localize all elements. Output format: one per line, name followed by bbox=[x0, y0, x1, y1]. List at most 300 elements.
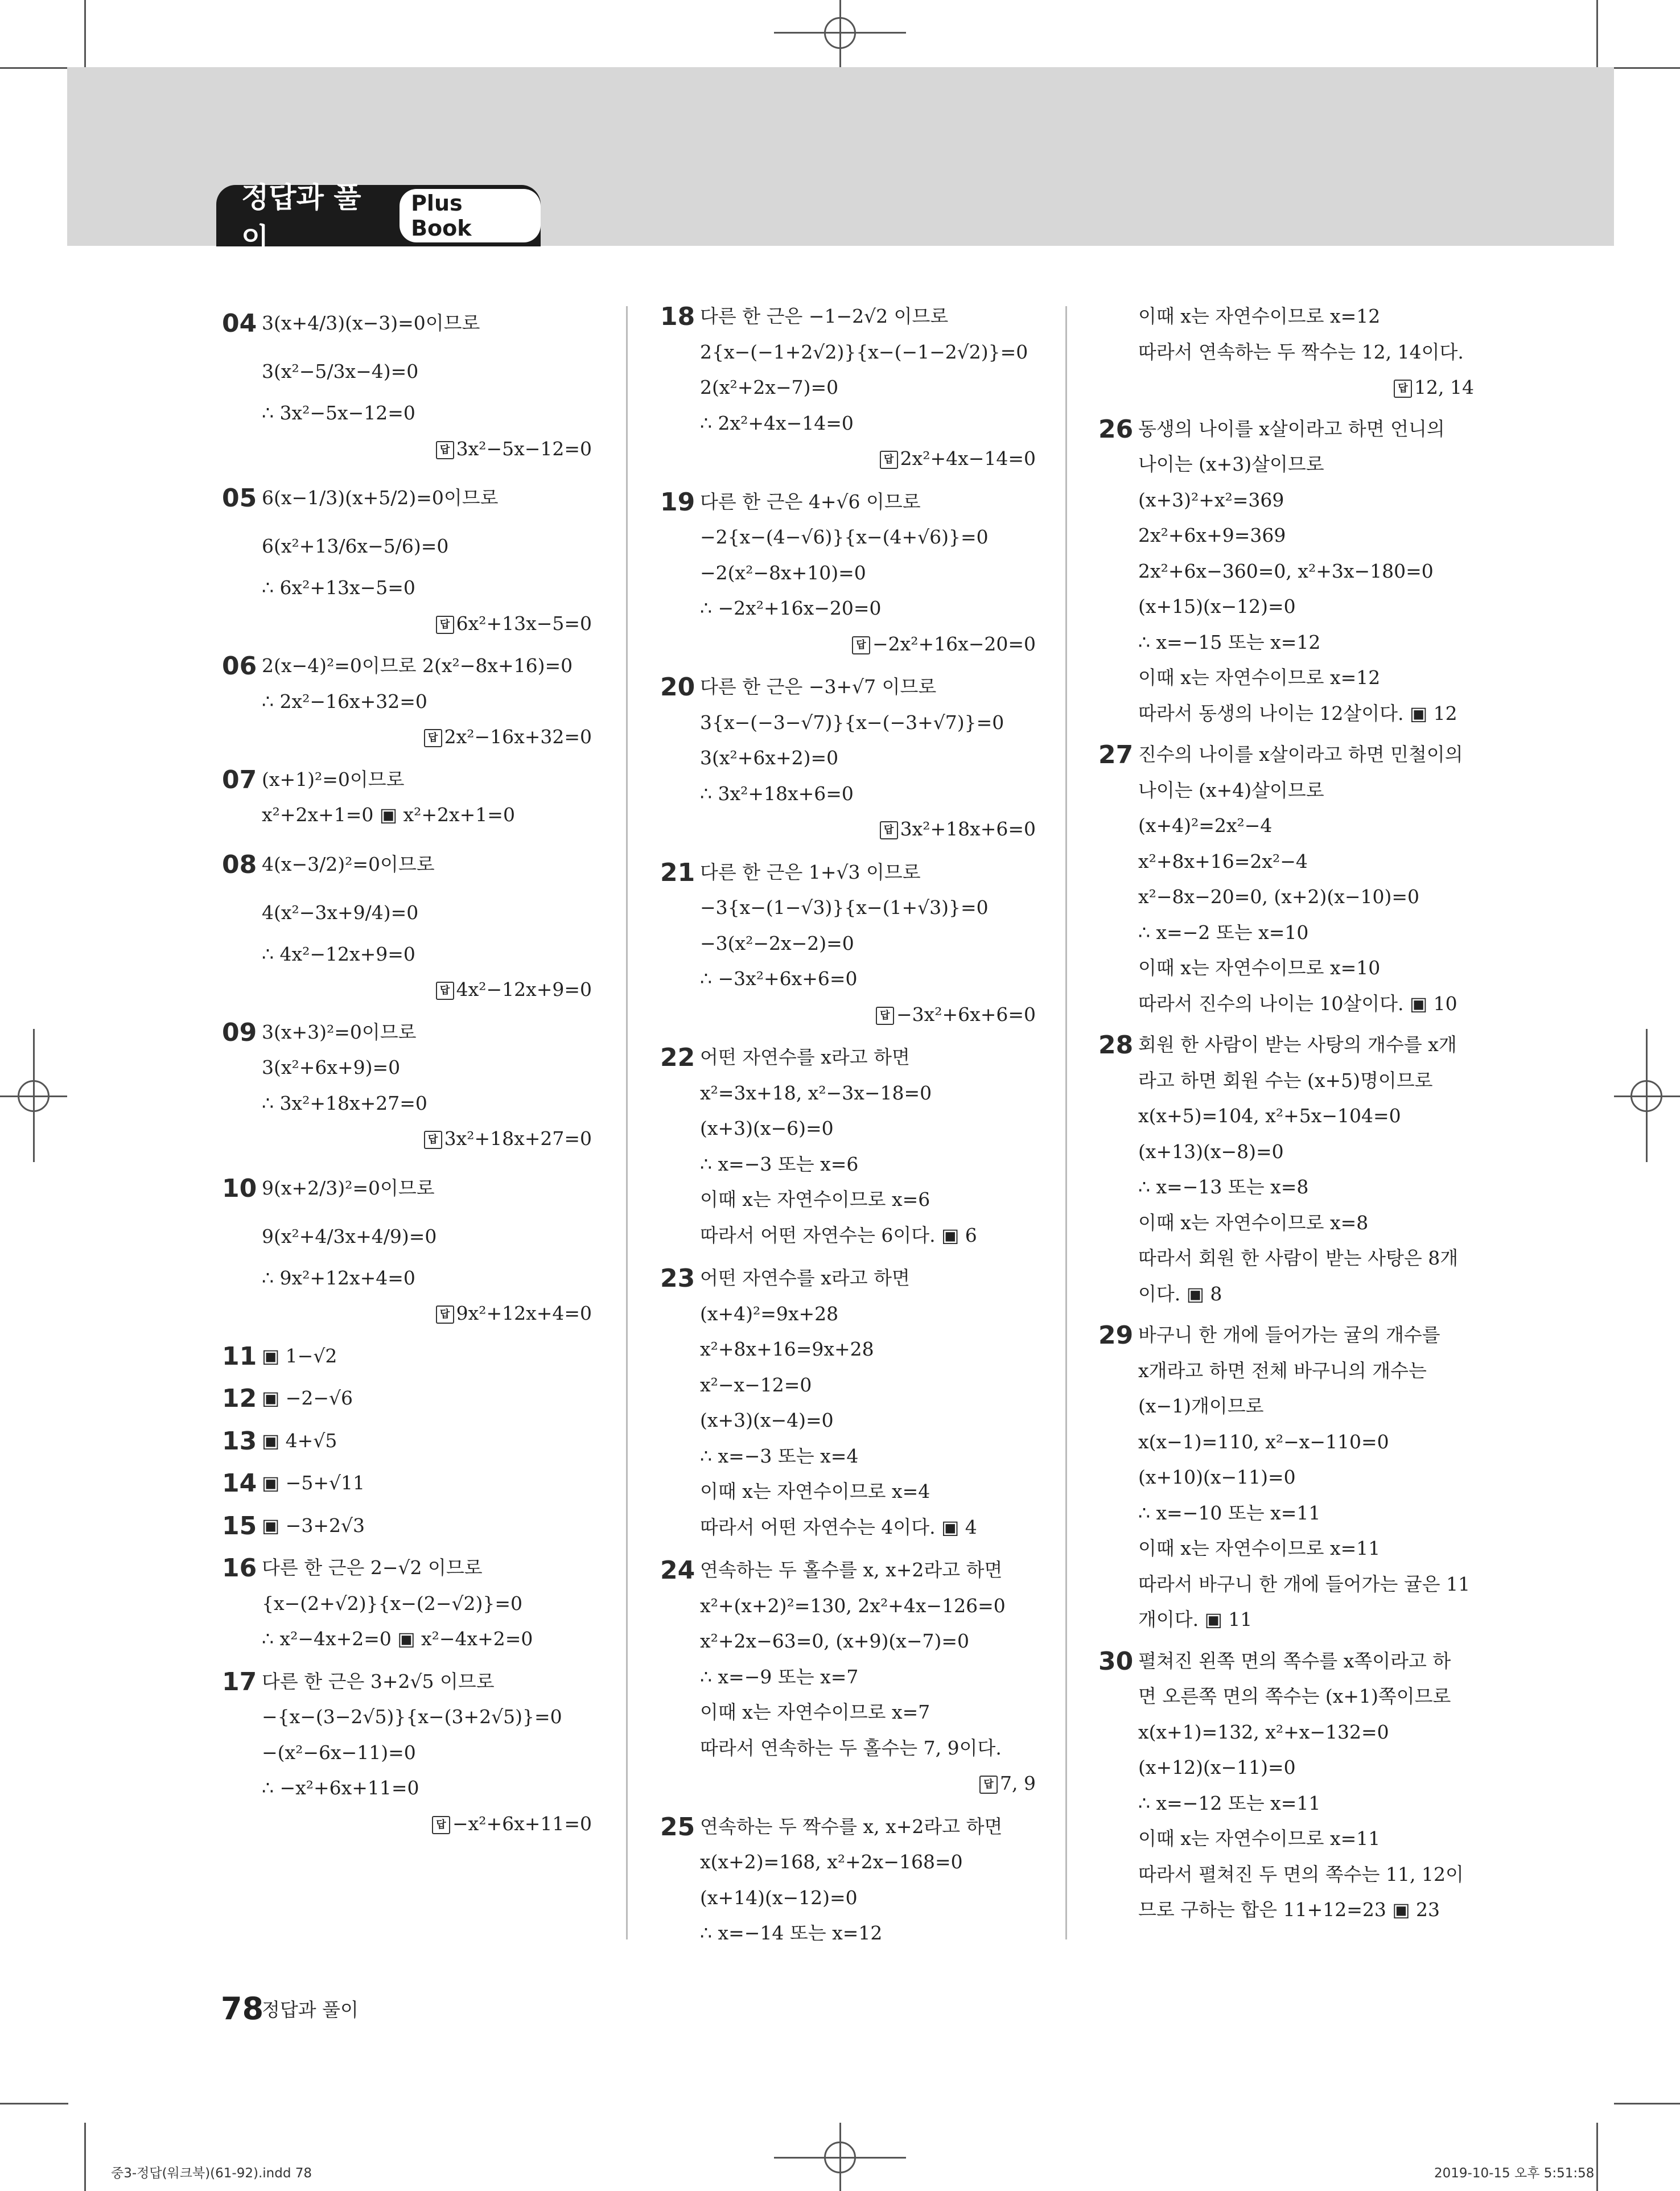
solution-line bbox=[700, 1182, 1036, 1218]
line-text: −2x²+16x−20=0 bbox=[872, 632, 1036, 655]
solution-line bbox=[1138, 1389, 1474, 1424]
problem-block bbox=[222, 1339, 592, 1374]
line-text: (x+13)(x−8)=0 bbox=[1138, 1140, 1284, 1163]
solution-line bbox=[1138, 1567, 1474, 1603]
solution-line bbox=[700, 705, 1036, 741]
line-text: 따라서 동생의 나이는 12살이다. ▣ 12 bbox=[1138, 702, 1457, 724]
line-text: x개라고 하면 전체 바구니의 개수는 bbox=[1138, 1359, 1427, 1382]
problem-block bbox=[222, 1508, 592, 1544]
problem-block bbox=[222, 762, 592, 833]
solution-line bbox=[1138, 1602, 1474, 1638]
problem-block bbox=[1098, 1317, 1474, 1638]
answer-line bbox=[262, 1806, 592, 1842]
solution-line bbox=[1138, 1857, 1474, 1893]
solution-line bbox=[262, 888, 592, 937]
solution-line bbox=[1138, 589, 1474, 625]
line-text: 다른 한 근은 2−√2 이므로 bbox=[262, 1556, 483, 1579]
line-text: 펼쳐진 왼쪽 면의 쪽수를 x쪽이라고 하 bbox=[1138, 1649, 1451, 1672]
solution-line bbox=[262, 840, 592, 888]
line-text: x(x−1)=110, x²−x−110=0 bbox=[1138, 1430, 1389, 1453]
line-text: ∴ 3x²−5x−12=0 bbox=[262, 402, 415, 424]
crop-mark bbox=[1596, 2123, 1598, 2191]
line-text: x²+(x+2)²=130, 2x²+4x−126=0 bbox=[700, 1594, 1006, 1617]
crop-mark-circle bbox=[824, 17, 856, 49]
solution-line bbox=[700, 1552, 1036, 1588]
line-text: x²+8x+16=2x²−4 bbox=[1138, 850, 1308, 872]
line-text: 개이다. ▣ 11 bbox=[1138, 1608, 1253, 1630]
line-text: 다른 한 근은 1+√3 이므로 bbox=[700, 860, 921, 883]
line-text: 6(x−1/3)(x+5/2)=0이므로 bbox=[262, 487, 499, 509]
line-text: ∴ x=−13 또는 x=8 bbox=[1138, 1176, 1309, 1198]
line-text: 이때 x는 자연수이므로 x=12 bbox=[1138, 305, 1381, 327]
line-text: 다른 한 근은 −3+√7 이므로 bbox=[700, 676, 937, 698]
solution-line bbox=[1138, 1644, 1474, 1679]
line-text: 2(x−4)²=0이므로 2(x²−8x+16)=0 bbox=[262, 654, 573, 677]
line-text: 라고 하면 회원 수는 (x+5)명이므로 bbox=[1138, 1069, 1433, 1092]
line-text: −(x²−6x−11)=0 bbox=[262, 1741, 416, 1764]
solution-line bbox=[262, 1735, 592, 1771]
problem-number: 09 bbox=[222, 1018, 257, 1047]
line-text: (x+15)(x−12)=0 bbox=[1138, 595, 1296, 617]
line-text: ∴ 3x²+18x+27=0 bbox=[262, 1092, 427, 1114]
answer-mark-icon: 답 bbox=[852, 636, 870, 654]
line-text: 따라서 어떤 자연수는 6이다. ▣ 6 bbox=[700, 1224, 977, 1246]
line-text: ▣ −5+√11 bbox=[262, 1472, 365, 1494]
line-text: (x+3)(x−4)=0 bbox=[700, 1409, 834, 1431]
solution-line bbox=[1138, 950, 1474, 986]
problem-block bbox=[660, 1809, 1036, 1951]
solution-line bbox=[262, 1212, 592, 1261]
problem-block bbox=[222, 1423, 592, 1459]
line-text: ∴ −3x²+6x+6=0 bbox=[700, 967, 858, 990]
problem-block bbox=[222, 840, 592, 1008]
line-text: 따라서 펼쳐진 두 면의 쪽수는 11, 12이 bbox=[1138, 1863, 1464, 1885]
answer-mark-icon: 답 bbox=[436, 441, 454, 459]
problem-number: 30 bbox=[1098, 1646, 1134, 1676]
problem-block bbox=[222, 1465, 592, 1501]
answer-line bbox=[700, 627, 1036, 662]
line-text: 이때 x는 자연수이므로 x=10 bbox=[1138, 957, 1381, 979]
line-text: 이때 x는 자연수이므로 x=12 bbox=[1138, 666, 1381, 689]
solution-line bbox=[262, 1508, 592, 1544]
line-text: 2x²+4x−14=0 bbox=[900, 447, 1036, 470]
line-text: 9x²+12x+4=0 bbox=[456, 1302, 592, 1324]
solution-line bbox=[1138, 1679, 1474, 1715]
solution-line bbox=[262, 1699, 592, 1735]
answer-line bbox=[262, 719, 592, 755]
solution-line bbox=[1138, 518, 1474, 554]
line-text: 바구니 한 개에 들어가는 귤의 개수를 bbox=[1138, 1324, 1440, 1346]
problem-block bbox=[222, 1015, 592, 1157]
line-text: 2{x−(−1+2√2)}{x−(−1−2√2)}=0 bbox=[700, 340, 1028, 363]
solution-line bbox=[1138, 773, 1474, 809]
solution-line bbox=[262, 1261, 592, 1296]
line-text: 3x²+18x+6=0 bbox=[900, 818, 1036, 840]
solution-line bbox=[262, 522, 592, 570]
solution-line bbox=[1138, 1063, 1474, 1099]
problem-number: 24 bbox=[660, 1556, 695, 1585]
solution-line bbox=[262, 1050, 592, 1086]
line-text: 2(x²+2x−7)=0 bbox=[700, 376, 839, 398]
problem-block bbox=[222, 1550, 592, 1657]
solution-line bbox=[262, 1621, 592, 1657]
answer-line bbox=[700, 812, 1036, 847]
solution-line bbox=[1138, 1317, 1474, 1353]
solution-line bbox=[700, 1809, 1036, 1845]
line-text: ∴ x=−14 또는 x=12 bbox=[700, 1922, 883, 1944]
solution-line bbox=[262, 684, 592, 720]
problem-block bbox=[1098, 299, 1474, 406]
line-text: 동생의 나이를 x살이라고 하면 언니의 bbox=[1138, 417, 1445, 440]
answer-line bbox=[1138, 370, 1474, 406]
solution-line bbox=[1138, 1353, 1474, 1389]
solution-line bbox=[700, 926, 1036, 962]
line-text: ∴ −x²+6x+11=0 bbox=[262, 1777, 419, 1799]
solution-line bbox=[1138, 879, 1474, 915]
problem-number: 13 bbox=[222, 1426, 257, 1456]
line-text: 3{x−(−3−√7)}{x−(−3+√7)}=0 bbox=[700, 711, 1004, 734]
solution-line bbox=[1138, 1750, 1474, 1786]
solution-line bbox=[262, 570, 592, 606]
solution-line bbox=[262, 648, 592, 684]
problem-number: 22 bbox=[660, 1043, 695, 1072]
solution-line bbox=[700, 1439, 1036, 1475]
solution-line bbox=[700, 776, 1036, 812]
solution-line bbox=[1138, 1821, 1474, 1857]
solution-line bbox=[1138, 844, 1474, 880]
solution-line bbox=[1138, 335, 1474, 370]
problem-block bbox=[1098, 411, 1474, 732]
solution-line bbox=[1138, 447, 1474, 483]
solution-line bbox=[700, 1588, 1036, 1624]
problem-number: 15 bbox=[222, 1511, 257, 1541]
line-text: 이때 x는 자연수이므로 x=8 bbox=[1138, 1211, 1369, 1234]
problem-number: 04 bbox=[222, 309, 257, 338]
solution-line bbox=[262, 473, 592, 522]
solution-line bbox=[1138, 1169, 1474, 1205]
line-text: (x+1)²=0이므로 bbox=[262, 768, 405, 790]
problem-number: 26 bbox=[1098, 414, 1134, 444]
line-text: 나이는 (x+3)살이므로 bbox=[1138, 453, 1324, 475]
line-text: 회원 한 사람이 받는 사탕의 개수를 x개 bbox=[1138, 1033, 1457, 1056]
crop-mark bbox=[84, 0, 86, 68]
line-text: −2{x−(4−√6)}{x−(4+√6)}=0 bbox=[700, 526, 989, 548]
problem-block bbox=[660, 1552, 1036, 1802]
line-text: 므로 구하는 합은 11+12=23 ▣ 23 bbox=[1138, 1898, 1440, 1921]
line-text: x²−x−12=0 bbox=[700, 1373, 812, 1396]
line-text: 7, 9 bbox=[1000, 1772, 1036, 1794]
line-text: 3x²−5x−12=0 bbox=[456, 437, 592, 460]
line-text: 따라서 연속하는 두 짝수는 12, 14이다. bbox=[1138, 340, 1464, 363]
line-text: 3x²+18x+27=0 bbox=[444, 1127, 592, 1150]
answer-mark-icon: 답 bbox=[424, 1131, 442, 1149]
line-text: 3(x+3)²=0이므로 bbox=[262, 1020, 417, 1043]
solution-line bbox=[1138, 1241, 1474, 1276]
solution-line bbox=[262, 1381, 592, 1416]
solution-line bbox=[700, 1880, 1036, 1916]
answer-line bbox=[700, 997, 1036, 1033]
line-text: x²+2x−63=0, (x+9)(x−7)=0 bbox=[700, 1630, 970, 1652]
crop-mark-circle bbox=[18, 1080, 50, 1112]
line-text: −{x−(3−2√5)}{x−(3+2√5)}=0 bbox=[262, 1706, 562, 1728]
solution-line bbox=[262, 797, 592, 833]
line-text: x²=3x+18, x²−3x−18=0 bbox=[700, 1081, 932, 1104]
solution-line bbox=[700, 740, 1036, 776]
answer-mark-icon: 답 bbox=[979, 1776, 998, 1794]
problem-block bbox=[222, 1164, 592, 1332]
problem-number: 08 bbox=[222, 850, 257, 879]
line-text: x²−8x−20=0, (x+2)(x−10)=0 bbox=[1138, 886, 1420, 908]
line-text: ∴ 6x²+13x−5=0 bbox=[262, 576, 415, 599]
line-text: 따라서 연속하는 두 홀수는 7, 9이다. bbox=[700, 1736, 1002, 1759]
line-text: 따라서 어떤 자연수는 4이다. ▣ 4 bbox=[700, 1515, 977, 1538]
solution-line bbox=[262, 1423, 592, 1459]
solution-line bbox=[1138, 1786, 1474, 1822]
line-text: −3{x−(1−√3)}{x−(1+√3)}=0 bbox=[700, 896, 989, 919]
solution-line bbox=[700, 370, 1036, 406]
problem-number: 06 bbox=[222, 652, 257, 681]
solution-line bbox=[262, 1015, 592, 1051]
solution-line bbox=[1138, 915, 1474, 951]
solution-line bbox=[700, 1040, 1036, 1076]
line-text: 3(x²+6x+9)=0 bbox=[262, 1056, 401, 1078]
line-text: 따라서 진수의 나이는 10살이다. ▣ 10 bbox=[1138, 992, 1457, 1015]
solution-line bbox=[700, 1403, 1036, 1439]
line-text: −3(x²−2x−2)=0 bbox=[700, 932, 854, 954]
problem-number: 25 bbox=[660, 1812, 695, 1842]
line-text: ∴ x=−2 또는 x=10 bbox=[1138, 921, 1309, 944]
header-tab bbox=[216, 181, 541, 255]
line-text: 따라서 바구니 한 개에 들어가는 귤은 11 bbox=[1138, 1572, 1471, 1595]
problem-number: 20 bbox=[660, 673, 695, 702]
line-text: 이때 x는 자연수이므로 x=7 bbox=[700, 1701, 930, 1723]
line-text: ∴ x=−9 또는 x=7 bbox=[700, 1665, 859, 1688]
solution-line bbox=[700, 1844, 1036, 1880]
line-text: (x+12)(x−11)=0 bbox=[1138, 1756, 1296, 1778]
answer-line bbox=[262, 972, 592, 1008]
answer-mark-icon: 답 bbox=[876, 1007, 894, 1025]
problem-block bbox=[660, 855, 1036, 1033]
problem-block bbox=[1098, 1027, 1474, 1312]
answer-mark-icon: 답 bbox=[1394, 380, 1412, 398]
solution-line bbox=[262, 1770, 592, 1806]
solution-line bbox=[1138, 737, 1474, 773]
line-text: x(x+2)=168, x²+2x−168=0 bbox=[700, 1851, 963, 1873]
solution-line bbox=[1138, 1205, 1474, 1241]
line-text: 4(x−3/2)²=0이므로 bbox=[262, 852, 435, 875]
solution-line bbox=[1138, 808, 1474, 844]
solution-line bbox=[700, 335, 1036, 370]
problem-number: 12 bbox=[222, 1384, 257, 1413]
solution-line bbox=[1138, 1715, 1474, 1751]
problem-number: 18 bbox=[660, 302, 695, 331]
solution-line bbox=[1138, 1424, 1474, 1460]
line-text: 이때 x는 자연수이므로 x=11 bbox=[1138, 1537, 1381, 1559]
page-number: 78 bbox=[221, 1991, 264, 2027]
line-text: 12, 14 bbox=[1414, 376, 1474, 398]
line-text: 2x²+6x−360=0, x²+3x−180=0 bbox=[1138, 559, 1434, 582]
problem-block bbox=[222, 648, 592, 755]
crop-mark bbox=[0, 2103, 68, 2104]
line-text: 이때 x는 자연수이므로 x=4 bbox=[700, 1480, 930, 1502]
line-text: ∴ 9x²+12x+4=0 bbox=[262, 1266, 415, 1289]
line-text: 다른 한 근은 −1−2√2 이므로 bbox=[700, 305, 949, 327]
problem-number: 16 bbox=[222, 1554, 257, 1583]
answer-column-3 bbox=[1098, 299, 1474, 1934]
solution-line bbox=[700, 591, 1036, 627]
column-divider bbox=[626, 306, 628, 1939]
problem-block bbox=[1098, 737, 1474, 1022]
problem-number: 17 bbox=[222, 1667, 257, 1696]
problem-number: 29 bbox=[1098, 1321, 1134, 1350]
solution-line bbox=[262, 762, 592, 798]
line-text: 다른 한 근은 3+2√5 이므로 bbox=[262, 1670, 495, 1692]
line-text: 4(x²−3x+9/4)=0 bbox=[262, 901, 419, 924]
solution-line bbox=[700, 961, 1036, 997]
line-text: 6(x²+13/6x−5/6)=0 bbox=[262, 535, 449, 557]
solution-line bbox=[1138, 1276, 1474, 1312]
solution-line bbox=[700, 1695, 1036, 1731]
answer-mark-icon: 답 bbox=[424, 729, 442, 747]
solution-line bbox=[700, 890, 1036, 926]
line-text: 이다. ▣ 8 bbox=[1138, 1282, 1222, 1305]
solution-line bbox=[700, 1659, 1036, 1695]
solution-line bbox=[262, 1586, 592, 1622]
problem-block bbox=[222, 473, 592, 641]
problem-block bbox=[222, 1381, 592, 1416]
solution-line bbox=[1138, 1098, 1474, 1134]
solution-line bbox=[700, 520, 1036, 555]
solution-line bbox=[700, 1731, 1036, 1766]
problem-number: 23 bbox=[660, 1264, 695, 1293]
answer-mark-icon: 답 bbox=[432, 1816, 450, 1834]
solution-line bbox=[1138, 696, 1474, 732]
header-title: 정답과 풀이 bbox=[241, 181, 361, 255]
solution-line bbox=[262, 299, 592, 347]
print-slug-date: 2019-10-15 오후 5:51:58 bbox=[1434, 2166, 1595, 2181]
solution-line bbox=[262, 1550, 592, 1586]
line-text: −x²+6x+11=0 bbox=[452, 1812, 592, 1835]
solution-line bbox=[1138, 1892, 1474, 1928]
line-text: ∴ x=−15 또는 x=12 bbox=[1138, 631, 1321, 653]
line-text: 3(x²−5/3x−4)=0 bbox=[262, 360, 419, 382]
line-text: −2(x²−8x+10)=0 bbox=[700, 561, 866, 584]
line-text: (x+3)(x−6)=0 bbox=[700, 1117, 834, 1139]
answer-line bbox=[262, 431, 592, 467]
solution-line bbox=[700, 1474, 1036, 1510]
problem-number: 07 bbox=[222, 765, 257, 794]
solution-line bbox=[700, 1111, 1036, 1147]
line-text: ∴ 2x²+4x−14=0 bbox=[700, 411, 854, 434]
problem-number: 28 bbox=[1098, 1031, 1134, 1060]
line-text: ∴ x=−3 또는 x=6 bbox=[700, 1152, 859, 1175]
line-text: ▣ −3+2√3 bbox=[262, 1514, 365, 1537]
line-text: ∴ −2x²+16x−20=0 bbox=[700, 597, 882, 619]
line-text: {x−(2+√2)}{x−(2−√2)}=0 bbox=[262, 1592, 522, 1615]
line-text: 이때 x는 자연수이므로 x=6 bbox=[700, 1188, 930, 1210]
line-text: −3x²+6x+6=0 bbox=[896, 1003, 1036, 1026]
crop-mark-circle bbox=[1630, 1080, 1662, 1112]
line-text: ▣ −2−√6 bbox=[262, 1387, 353, 1409]
solution-line bbox=[700, 555, 1036, 591]
solution-line bbox=[700, 1624, 1036, 1659]
line-text: 4x²−12x+9=0 bbox=[456, 978, 592, 1000]
line-text: 3(x+4/3)(x−3)=0이므로 bbox=[262, 312, 480, 334]
crop-mark-circle bbox=[824, 2141, 856, 2173]
line-text: (x−1)개이므로 bbox=[1138, 1395, 1264, 1417]
footer-label: 정답과 풀이 bbox=[262, 1999, 359, 2021]
crop-mark bbox=[1596, 0, 1598, 68]
line-text: ∴ x=−12 또는 x=11 bbox=[1138, 1791, 1321, 1814]
problem-block bbox=[1098, 1644, 1474, 1928]
problem-number: 21 bbox=[660, 858, 695, 887]
line-text: 진수의 나이를 x살이라고 하면 민철이의 bbox=[1138, 743, 1463, 765]
line-text: 9(x²+4/3x+4/9)=0 bbox=[262, 1225, 437, 1247]
solution-line bbox=[700, 1076, 1036, 1111]
solution-line bbox=[1138, 554, 1474, 590]
answer-mark-icon: 답 bbox=[436, 1305, 454, 1324]
solution-line bbox=[700, 299, 1036, 335]
line-text: 어떤 자연수를 x라고 하면 bbox=[700, 1046, 910, 1068]
line-text: ∴ x=−3 또는 x=4 bbox=[700, 1444, 859, 1467]
answer-line bbox=[700, 441, 1036, 477]
problem-block bbox=[222, 1664, 592, 1842]
print-slug-file: 중3-정답(워크북)(61-92).indd 78 bbox=[111, 2166, 312, 2181]
line-text: 다른 한 근은 4+√6 이므로 bbox=[700, 490, 921, 513]
solution-line bbox=[700, 1296, 1036, 1332]
line-text: 이때 x는 자연수이므로 x=11 bbox=[1138, 1827, 1381, 1850]
line-text: 2x²+6x+9=369 bbox=[1138, 524, 1286, 546]
solution-line bbox=[700, 1218, 1036, 1254]
solution-line bbox=[1138, 411, 1474, 447]
line-text: ∴ x=−10 또는 x=11 bbox=[1138, 1501, 1321, 1524]
line-text: 2x²−16x+32=0 bbox=[444, 726, 592, 748]
solution-line bbox=[1138, 1460, 1474, 1496]
line-text: ∴ 2x²−16x+32=0 bbox=[262, 690, 427, 713]
answer-column-2 bbox=[660, 299, 1036, 1959]
line-text: 어떤 자연수를 x라고 하면 bbox=[700, 1267, 910, 1289]
line-text: (x+4)²=2x²−4 bbox=[1138, 814, 1273, 837]
solution-line bbox=[1138, 483, 1474, 518]
solution-line bbox=[1138, 1134, 1474, 1170]
problem-number: 10 bbox=[222, 1173, 257, 1203]
line-text: ∴ x²−4x+2=0 ▣ x²−4x+2=0 bbox=[262, 1628, 533, 1650]
solution-line bbox=[1138, 1027, 1474, 1063]
line-text: ▣ 4+√5 bbox=[262, 1429, 337, 1452]
solution-line bbox=[700, 1368, 1036, 1403]
answer-mark-icon: 답 bbox=[436, 982, 454, 1000]
problem-block bbox=[660, 299, 1036, 477]
solution-line bbox=[262, 396, 592, 431]
solution-line bbox=[700, 1147, 1036, 1183]
solution-line bbox=[1138, 986, 1474, 1022]
solution-line bbox=[262, 1664, 592, 1700]
solution-line bbox=[262, 1164, 592, 1212]
line-text: 3(x²+6x+2)=0 bbox=[700, 747, 839, 769]
problem-block bbox=[660, 669, 1036, 847]
answer-line bbox=[262, 1121, 592, 1157]
problem-block bbox=[660, 484, 1036, 662]
line-text: x(x+1)=132, x²+x−132=0 bbox=[1138, 1720, 1389, 1743]
answer-mark-icon: 답 bbox=[436, 616, 454, 634]
solution-line bbox=[1138, 660, 1474, 696]
line-text: 9(x+2/3)²=0이므로 bbox=[262, 1176, 435, 1199]
crop-mark bbox=[1614, 67, 1680, 69]
answer-mark-icon: 답 bbox=[880, 821, 898, 839]
solution-line bbox=[262, 1086, 592, 1122]
line-text: 나이는 (x+4)살이므로 bbox=[1138, 779, 1324, 801]
problem-block bbox=[660, 1040, 1036, 1253]
